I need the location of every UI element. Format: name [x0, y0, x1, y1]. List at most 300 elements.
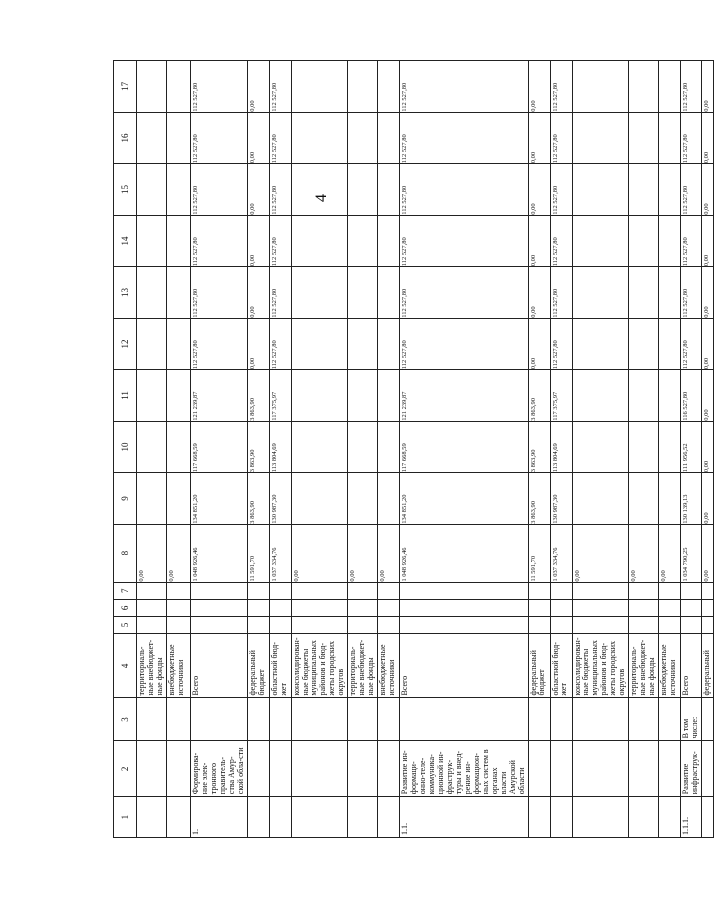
- source-cell: территориаль-ные внебюджет-ные фонды: [629, 634, 659, 698]
- header-cell: 6: [114, 599, 137, 616]
- value-cell: 0,00: [528, 164, 550, 216]
- value-cell: [348, 164, 378, 216]
- name-cell: [629, 741, 659, 797]
- value-cell: 0,00: [701, 473, 713, 525]
- value-cell: [378, 267, 400, 319]
- source-cell: внебюджетные источники: [659, 634, 681, 698]
- value-cell: [629, 112, 659, 164]
- empty-cell: [378, 599, 400, 616]
- value-cell: [659, 473, 681, 525]
- empty-cell: [659, 582, 681, 599]
- empty-cell: [269, 616, 291, 633]
- value-cell: 0,00: [166, 524, 190, 582]
- value-cell: 117 668,59: [400, 421, 528, 473]
- row-number-cell: [629, 797, 659, 838]
- value-cell: [137, 421, 167, 473]
- value-cell: 0,00: [247, 112, 269, 164]
- empty-cell: [348, 582, 378, 599]
- row-number-cell: [528, 797, 550, 838]
- value-cell: [659, 370, 681, 422]
- row-number-cell: [550, 797, 572, 838]
- empty-cell: [701, 582, 713, 599]
- source-cell: территориаль-ные внебюджет-ные фонды: [137, 634, 167, 698]
- value-cell: 11 591,70: [528, 524, 550, 582]
- value-cell: 112 527,80: [400, 112, 528, 164]
- empty-cell: [247, 616, 269, 633]
- name-cell: Развитие инфраструк-: [681, 741, 702, 797]
- name-cell: [550, 741, 572, 797]
- table-row: [528, 61, 550, 838]
- value-cell: [291, 421, 348, 473]
- value-cell: 117 375,97: [550, 370, 572, 422]
- empty-cell: [378, 582, 400, 599]
- value-cell: 112 527,80: [269, 61, 291, 113]
- row-number-cell: [378, 797, 400, 838]
- empty-cell: [400, 616, 528, 633]
- value-cell: [137, 112, 167, 164]
- value-cell: [378, 215, 400, 267]
- value-cell: 1 048 926,46: [190, 524, 247, 582]
- value-cell: 130 139,13: [681, 473, 702, 525]
- header-cell: 16: [114, 112, 137, 164]
- table-row: [550, 61, 572, 838]
- value-cell: [166, 318, 190, 370]
- value-cell: [572, 61, 629, 113]
- row-number-cell: 1.1.1.: [681, 797, 702, 838]
- value-cell: 112 527,80: [681, 215, 702, 267]
- value-cell: 112 527,80: [400, 61, 528, 113]
- source-cell: внебюджетные источники: [166, 634, 190, 698]
- empty-cell: [348, 616, 378, 633]
- role-cell: [291, 698, 348, 741]
- value-cell: 0,00: [247, 267, 269, 319]
- value-cell: 0,00: [701, 318, 713, 370]
- value-cell: [348, 215, 378, 267]
- empty-cell: [166, 582, 190, 599]
- table-row: [166, 61, 190, 838]
- value-cell: [572, 164, 629, 216]
- value-cell: 1 037 334,76: [269, 524, 291, 582]
- value-cell: [659, 215, 681, 267]
- value-cell: [378, 61, 400, 113]
- value-cell: 0,00: [137, 524, 167, 582]
- value-cell: 0,00: [701, 112, 713, 164]
- value-cell: 1 034 790,25: [681, 524, 702, 582]
- table-row: [247, 61, 269, 838]
- empty-cell: [190, 582, 247, 599]
- value-cell: [378, 473, 400, 525]
- value-cell: 117 375,97: [269, 370, 291, 422]
- value-cell: [572, 421, 629, 473]
- empty-cell: [629, 582, 659, 599]
- empty-cell: [629, 616, 659, 633]
- value-cell: 0,00: [701, 524, 713, 582]
- value-cell: 0,00: [348, 524, 378, 582]
- value-cell: 3 863,90: [528, 421, 550, 473]
- header-row: [114, 61, 137, 838]
- role-cell: [378, 698, 400, 741]
- value-cell: [348, 267, 378, 319]
- value-cell: [348, 112, 378, 164]
- value-cell: 112 527,80: [190, 164, 247, 216]
- empty-cell: [291, 582, 348, 599]
- value-cell: [348, 370, 378, 422]
- value-cell: [166, 421, 190, 473]
- value-cell: [348, 421, 378, 473]
- value-cell: 0,00: [701, 215, 713, 267]
- value-cell: 0,00: [659, 524, 681, 582]
- role-cell: [528, 698, 550, 741]
- row-number-cell: [659, 797, 681, 838]
- empty-cell: [572, 582, 629, 599]
- source-cell: областной бюд-жет: [550, 634, 572, 698]
- header-cell: 5: [114, 616, 137, 633]
- page-number: 4: [313, 194, 330, 202]
- empty-cell: [269, 582, 291, 599]
- value-cell: 0,00: [701, 421, 713, 473]
- table-row: [681, 61, 702, 838]
- value-cell: [137, 61, 167, 113]
- header-cell: 13: [114, 267, 137, 319]
- table-row: [572, 61, 629, 838]
- role-cell: [166, 698, 190, 741]
- value-cell: [629, 370, 659, 422]
- value-cell: 0,00: [378, 524, 400, 582]
- value-cell: 112 527,80: [190, 112, 247, 164]
- value-cell: [166, 112, 190, 164]
- value-cell: 0,00: [701, 267, 713, 319]
- empty-cell: [137, 599, 167, 616]
- value-cell: 112 527,80: [681, 112, 702, 164]
- empty-cell: [378, 616, 400, 633]
- value-cell: [659, 267, 681, 319]
- role-cell: [190, 698, 247, 741]
- role-cell: [400, 698, 528, 741]
- row-number-cell: [348, 797, 378, 838]
- value-cell: [659, 164, 681, 216]
- empty-cell: [701, 616, 713, 633]
- row-number-cell: [166, 797, 190, 838]
- value-cell: 130 987,30: [269, 473, 291, 525]
- empty-cell: [190, 616, 247, 633]
- value-cell: [137, 318, 167, 370]
- value-cell: 121 239,87: [400, 370, 528, 422]
- value-cell: 112 527,80: [550, 215, 572, 267]
- value-cell: [378, 112, 400, 164]
- value-cell: 112 527,80: [269, 215, 291, 267]
- empty-cell: [681, 599, 702, 616]
- empty-cell: [550, 582, 572, 599]
- name-cell: [701, 741, 713, 797]
- role-cell: [572, 698, 629, 741]
- value-cell: 112 527,80: [400, 318, 528, 370]
- value-cell: [659, 421, 681, 473]
- value-cell: 0,00: [247, 164, 269, 216]
- value-cell: 112 527,80: [550, 267, 572, 319]
- value-cell: [291, 112, 348, 164]
- empty-cell: [137, 616, 167, 633]
- role-cell: [269, 698, 291, 741]
- header-cell: 4: [114, 634, 137, 698]
- name-cell: Формирова-ние элек-тронного правитель-ства Амур-ской обла-сти: [190, 741, 247, 797]
- empty-cell: [291, 599, 348, 616]
- empty-cell: [528, 582, 550, 599]
- value-cell: 112 527,80: [550, 61, 572, 113]
- value-cell: [166, 164, 190, 216]
- value-cell: 117 668,59: [190, 421, 247, 473]
- name-cell: Развитие ин-формаци-онно-теле-коммуника-ционной ин-фраструк-туры и внед-рение ин-формацион-ных систем в органах власти Амурской области: [400, 741, 528, 797]
- value-cell: [572, 215, 629, 267]
- value-cell: 3 863,90: [528, 370, 550, 422]
- name-cell: [166, 741, 190, 797]
- value-cell: 1 048 926,46: [400, 524, 528, 582]
- value-cell: [572, 318, 629, 370]
- value-cell: [378, 370, 400, 422]
- header-cell: 1: [114, 797, 137, 838]
- value-cell: 112 527,80: [550, 112, 572, 164]
- role-cell: В том числе:: [681, 698, 702, 741]
- value-cell: [378, 318, 400, 370]
- value-cell: 0,00: [528, 318, 550, 370]
- value-cell: [291, 215, 348, 267]
- header-cell: 12: [114, 318, 137, 370]
- value-cell: 0,00: [528, 215, 550, 267]
- source-cell: федеральный бюджет: [528, 634, 550, 698]
- empty-cell: [572, 599, 629, 616]
- name-cell: [528, 741, 550, 797]
- role-cell: [247, 698, 269, 741]
- source-cell: территориаль-ные внебюджет-ные фонды: [348, 634, 378, 698]
- value-cell: [629, 473, 659, 525]
- value-cell: 112 527,80: [550, 164, 572, 216]
- value-cell: [378, 164, 400, 216]
- value-cell: [659, 318, 681, 370]
- row-number-cell: 1.: [190, 797, 247, 838]
- value-cell: [348, 473, 378, 525]
- value-cell: 112 527,80: [681, 318, 702, 370]
- source-cell: внебюджетные источники: [378, 634, 400, 698]
- value-cell: [572, 267, 629, 319]
- value-cell: 112 527,80: [269, 112, 291, 164]
- value-cell: 112 527,80: [269, 318, 291, 370]
- source-cell: Всего: [190, 634, 247, 698]
- row-number-cell: [572, 797, 629, 838]
- value-cell: 112 527,80: [400, 164, 528, 216]
- value-cell: 134 851,20: [190, 473, 247, 525]
- value-cell: 3 863,90: [247, 370, 269, 422]
- table-row: [190, 61, 247, 838]
- value-cell: 112 527,80: [681, 61, 702, 113]
- value-cell: [166, 267, 190, 319]
- value-cell: 113 804,69: [550, 421, 572, 473]
- role-cell: [629, 698, 659, 741]
- name-cell: [137, 741, 167, 797]
- value-cell: [572, 473, 629, 525]
- value-cell: [629, 421, 659, 473]
- header-cell: 2: [114, 741, 137, 797]
- header-cell: 14: [114, 215, 137, 267]
- empty-cell: [528, 599, 550, 616]
- table-row: [400, 61, 528, 838]
- table-row: [659, 61, 681, 838]
- value-cell: [629, 318, 659, 370]
- value-cell: [378, 421, 400, 473]
- value-cell: 112 527,80: [190, 267, 247, 319]
- value-cell: 0,00: [629, 524, 659, 582]
- source-cell: Всего: [400, 634, 528, 698]
- value-cell: [137, 164, 167, 216]
- row-number-cell: [247, 797, 269, 838]
- value-cell: [291, 370, 348, 422]
- empty-cell: [137, 582, 167, 599]
- source-cell: Всего: [681, 634, 702, 698]
- value-cell: 3 863,90: [247, 473, 269, 525]
- value-cell: [629, 267, 659, 319]
- role-cell: [659, 698, 681, 741]
- source-cell: федеральный: [701, 634, 713, 698]
- value-cell: 1 037 334,76: [550, 524, 572, 582]
- value-cell: [291, 473, 348, 525]
- name-cell: [572, 741, 629, 797]
- value-cell: [137, 473, 167, 525]
- value-cell: [137, 370, 167, 422]
- empty-cell: [247, 599, 269, 616]
- table-row: [269, 61, 291, 838]
- empty-cell: [400, 582, 528, 599]
- value-cell: 116 527,80: [681, 370, 702, 422]
- role-cell: [348, 698, 378, 741]
- empty-cell: [701, 599, 713, 616]
- header-cell: 17: [114, 61, 137, 113]
- value-cell: [659, 61, 681, 113]
- value-cell: 134 851,20: [400, 473, 528, 525]
- value-cell: 112 527,80: [269, 267, 291, 319]
- value-cell: 3 863,90: [528, 473, 550, 525]
- table-row: [291, 61, 348, 838]
- empty-cell: [629, 599, 659, 616]
- row-number-cell: [269, 797, 291, 838]
- empty-cell: [550, 599, 572, 616]
- value-cell: [166, 215, 190, 267]
- name-cell: [348, 741, 378, 797]
- source-cell: консолидирован-ные бюджеты муниципальных районов и бюд-жеты городских округов: [291, 634, 348, 698]
- value-cell: [137, 267, 167, 319]
- value-cell: [348, 61, 378, 113]
- name-cell: [269, 741, 291, 797]
- empty-cell: [166, 599, 190, 616]
- name-cell: [659, 741, 681, 797]
- source-cell: федеральный бюджет: [247, 634, 269, 698]
- value-cell: 0,00: [701, 370, 713, 422]
- header-cell: 15: [114, 164, 137, 216]
- value-cell: 112 527,80: [269, 164, 291, 216]
- value-cell: 0,00: [528, 61, 550, 113]
- value-cell: 0,00: [701, 61, 713, 113]
- value-cell: [291, 318, 348, 370]
- empty-cell: [166, 616, 190, 633]
- value-cell: [291, 164, 348, 216]
- empty-cell: [659, 599, 681, 616]
- empty-cell: [681, 582, 702, 599]
- header-cell: 9: [114, 473, 137, 525]
- value-cell: 121 239,87: [190, 370, 247, 422]
- value-cell: 130 987,30: [550, 473, 572, 525]
- value-cell: 0,00: [701, 164, 713, 216]
- table-row: [137, 61, 167, 838]
- value-cell: 113 804,69: [269, 421, 291, 473]
- row-number-cell: [291, 797, 348, 838]
- value-cell: 0,00: [247, 61, 269, 113]
- value-cell: 112 527,80: [681, 267, 702, 319]
- header-cell: 7: [114, 582, 137, 599]
- value-cell: [629, 215, 659, 267]
- row-number-cell: [137, 797, 167, 838]
- value-cell: [291, 61, 348, 113]
- value-cell: 112 527,80: [681, 164, 702, 216]
- empty-cell: [659, 616, 681, 633]
- value-cell: 0,00: [291, 524, 348, 582]
- empty-cell: [550, 616, 572, 633]
- value-cell: [629, 164, 659, 216]
- value-cell: 3 863,90: [247, 421, 269, 473]
- value-cell: 112 527,80: [190, 61, 247, 113]
- value-cell: 112 527,80: [190, 318, 247, 370]
- role-cell: [701, 698, 713, 741]
- empty-cell: [528, 616, 550, 633]
- empty-cell: [400, 599, 528, 616]
- row-number-cell: 1.1.: [400, 797, 528, 838]
- header-cell: 11: [114, 370, 137, 422]
- empty-cell: [681, 616, 702, 633]
- value-cell: [629, 61, 659, 113]
- value-cell: [348, 318, 378, 370]
- table-row: [701, 61, 713, 838]
- value-cell: 11 591,70: [247, 524, 269, 582]
- value-cell: 0,00: [528, 112, 550, 164]
- name-cell: [291, 741, 348, 797]
- value-cell: [137, 215, 167, 267]
- header-cell: 10: [114, 421, 137, 473]
- value-cell: 112 527,80: [190, 215, 247, 267]
- value-cell: 0,00: [528, 267, 550, 319]
- table-row: [629, 61, 659, 838]
- role-cell: [137, 698, 167, 741]
- value-cell: [291, 267, 348, 319]
- value-cell: 111 956,52: [681, 421, 702, 473]
- value-cell: 112 527,80: [550, 318, 572, 370]
- budget-table: [113, 60, 714, 838]
- empty-cell: [190, 599, 247, 616]
- role-cell: [550, 698, 572, 741]
- empty-cell: [247, 582, 269, 599]
- value-cell: 112 527,80: [400, 267, 528, 319]
- table-row: [378, 61, 400, 838]
- name-cell: [247, 741, 269, 797]
- budget-table-rotated: [113, 60, 711, 838]
- empty-cell: [348, 599, 378, 616]
- value-cell: 0,00: [247, 215, 269, 267]
- value-cell: [166, 61, 190, 113]
- header-cell: 8: [114, 524, 137, 582]
- value-cell: [166, 473, 190, 525]
- value-cell: [572, 370, 629, 422]
- row-number-cell: [701, 797, 713, 838]
- empty-cell: [269, 599, 291, 616]
- value-cell: [659, 112, 681, 164]
- source-cell: консолидирован-ные бюджеты муниципальных районов и бюд-жеты городских округов: [572, 634, 629, 698]
- source-cell: областной бюд-жет: [269, 634, 291, 698]
- value-cell: 112 527,80: [400, 215, 528, 267]
